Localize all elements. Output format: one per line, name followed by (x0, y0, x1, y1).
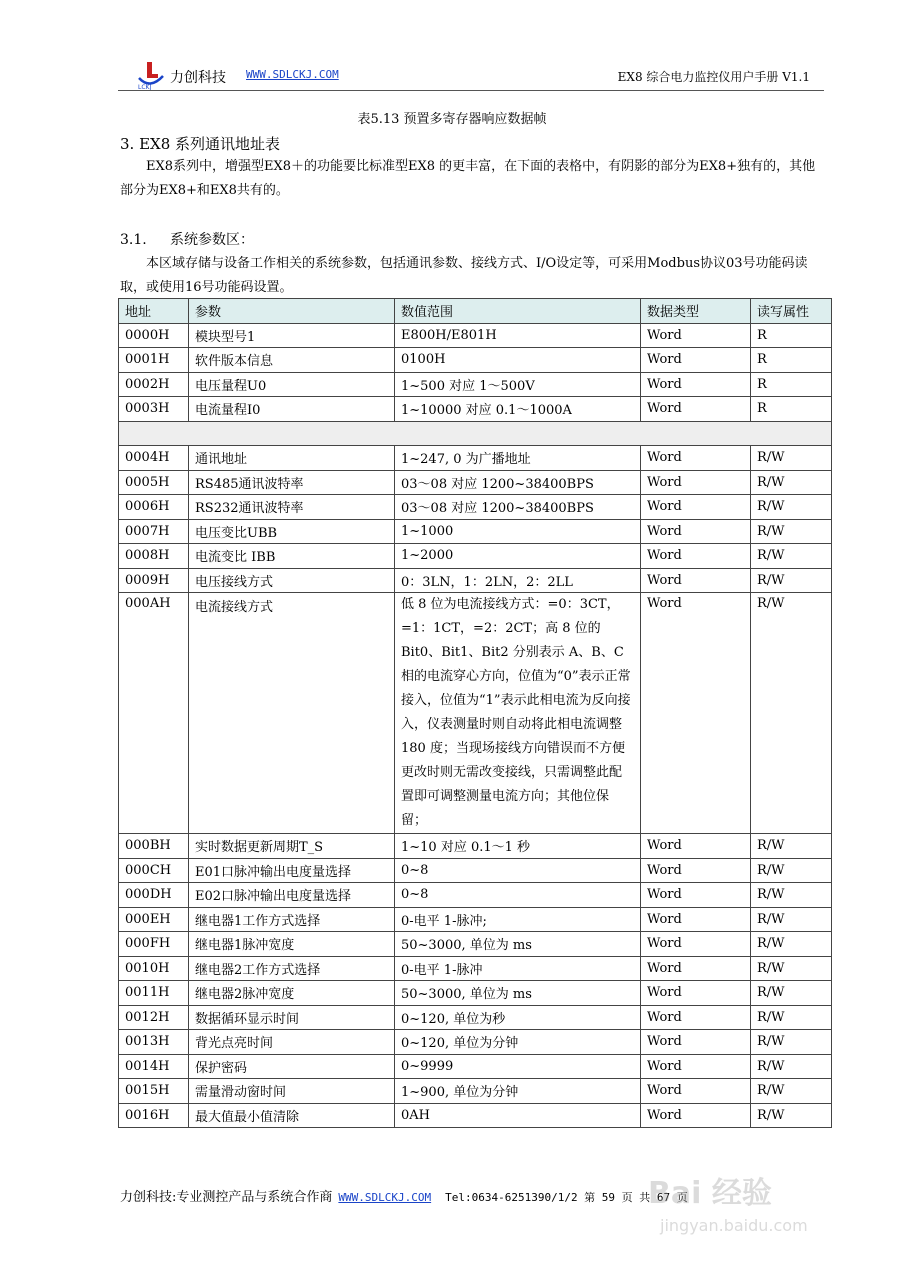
logo-text: LCKJ (138, 84, 152, 90)
cell-rw: R/W (751, 834, 832, 859)
table-row (119, 907, 832, 932)
blank-separator-row (119, 421, 832, 446)
cell-rw: R/W (751, 1030, 832, 1055)
section-3-heading: 3. EX8 系列通讯地址表 (120, 135, 281, 153)
cell-parameter: 需量滑动窗时间 (189, 1079, 395, 1104)
cell-parameter: 继电器1工作方式选择 (189, 907, 395, 932)
table-body-a (119, 323, 832, 421)
cell-range: 0-电平 1-脉冲; (395, 907, 641, 932)
cell-rw: R/W (751, 932, 832, 957)
table-header-row (119, 299, 832, 324)
cell-parameter: 继电器2脉冲宽度 (189, 981, 395, 1006)
cell-type: Word (641, 1103, 751, 1128)
cell-range: 1~10 对应 0.1～1 秒 (395, 834, 641, 859)
cell-address: 000EH (119, 907, 189, 932)
section-title: 系统参数区： (170, 232, 254, 248)
header-url-link[interactable]: WWW.SDLCKJ.COM (246, 68, 339, 81)
cell-parameter: 电流接线方式 (189, 593, 395, 834)
register-table (118, 298, 832, 1128)
table-row (119, 470, 832, 495)
cell-parameter: 电流量程I0 (189, 397, 395, 422)
cell-address: 0013H (119, 1030, 189, 1055)
table-row (119, 544, 832, 569)
cell-rw: R (751, 372, 832, 397)
cell-range: 0-电平 1-脉冲 (395, 956, 641, 981)
table-row (119, 593, 832, 834)
cell-range: 1~900, 单位为分钟 (395, 1079, 641, 1104)
cell-parameter: RS485通讯波特率 (189, 470, 395, 495)
cell-address: 0008H (119, 544, 189, 569)
cell-address: 0006H (119, 495, 189, 520)
cell-address: 0009H (119, 568, 189, 593)
cell-type: Word (641, 834, 751, 859)
table-row (119, 932, 832, 957)
cell-type: Word (641, 1030, 751, 1055)
section-3-1-paragraph: 本区域存储与设备工作相关的系统参数，包括通讯参数、接线方式、I/O设定等，可采用Modbus协议03号功能码读取，或使用16号功能码设置。 (120, 256, 808, 295)
footer-company: 力创科技:专业测控产品与系统合作商 (120, 1190, 333, 1205)
cell-range: 0100H (395, 348, 641, 373)
cell-rw: R (751, 323, 832, 348)
table-row (119, 495, 832, 520)
table-row (119, 348, 832, 373)
cell-range: 0~8 (395, 883, 641, 908)
cell-address: 0014H (119, 1054, 189, 1079)
table-row (119, 1079, 832, 1104)
cell-address: 000DH (119, 883, 189, 908)
cell-type: Word (641, 446, 751, 471)
cell-address: 000BH (119, 834, 189, 859)
cell-rw: R/W (751, 544, 832, 569)
table-row (119, 834, 832, 859)
cell-parameter: 继电器2工作方式选择 (189, 956, 395, 981)
doc-title: EX8 综合电力监控仪用户手册 V1.1 (617, 70, 810, 84)
section-number: 3.1. (120, 232, 147, 248)
cell-rw: R/W (751, 907, 832, 932)
cell-range: 1~10000 对应 0.1～1000A (395, 397, 641, 422)
cell-type: Word (641, 519, 751, 544)
brand-name: 力创科技 (170, 70, 226, 86)
cell-rw: R/W (751, 883, 832, 908)
table-row (119, 446, 832, 471)
header-cell: 读写属性 (751, 299, 832, 324)
cell-parameter: 数据循环显示时间 (189, 1005, 395, 1030)
header-cell: 地址 (119, 299, 189, 324)
cell-address: 0000H (119, 323, 189, 348)
cell-range: 0：3LN，1：2LN，2：2LL (395, 568, 641, 593)
cell-rw: R/W (751, 1103, 832, 1128)
table-row (119, 858, 832, 883)
cell-parameter: RS232通讯波特率 (189, 495, 395, 520)
cell-address: 0012H (119, 1005, 189, 1030)
cell-parameter: 通讯地址 (189, 446, 395, 471)
cell-type: Word (641, 1054, 751, 1079)
cell-type: Word (641, 470, 751, 495)
cell-type: Word (641, 907, 751, 932)
cell-address: 0016H (119, 1103, 189, 1128)
cell-parameter: E02口脉冲输出电度量选择 (189, 883, 395, 908)
table-body-b (119, 446, 832, 593)
table-row (119, 397, 832, 422)
cell-parameter: 背光点亮时间 (189, 1030, 395, 1055)
table-row (119, 883, 832, 908)
cell-parameter: E01口脉冲输出电度量选择 (189, 858, 395, 883)
cell-parameter: 实时数据更新周期T_S (189, 834, 395, 859)
cell-rw: R/W (751, 495, 832, 520)
cell-rw: R/W (751, 1054, 832, 1079)
cell-address: 0015H (119, 1079, 189, 1104)
cell-type: Word (641, 397, 751, 422)
header-cell: 数值范围 (395, 299, 641, 324)
table-row (119, 981, 832, 1006)
cell-type: Word (641, 568, 751, 593)
cell-type: Word (641, 883, 751, 908)
cell-parameter: 模块型号1 (189, 323, 395, 348)
table-row (119, 1054, 832, 1079)
cell-parameter: 电压量程U0 (189, 372, 395, 397)
table-row (119, 519, 832, 544)
page-header (118, 58, 824, 91)
cell-rw: R/W (751, 1079, 832, 1104)
cell-type: Word (641, 348, 751, 373)
cell-rw: R/W (751, 956, 832, 981)
cell-range: 低 8 位为电流接线方式：=0：3CT，=1：1CT，=2：2CT；高 8 位的 Bit0、Bit1、Bit2 分别表示 A、B、C 相的电流穿心方向，位值为“0”表示正常接入，位值为“1”表示此相电流为反向接入，仪表测量时则自动将此相电流调整 180 度；当现场接线方向错误而不方便更改时则无需改变接线，只需调整此配置即可调整测量电流方向；其他位保留； (395, 593, 641, 834)
cell-parameter: 电压变比UBB (189, 519, 395, 544)
cell-type: Word (641, 956, 751, 981)
cell-rw: R/W (751, 1005, 832, 1030)
cell-range: 0AH (395, 1103, 641, 1128)
cell-type: Word (641, 1005, 751, 1030)
cell-range: 0~9999 (395, 1054, 641, 1079)
cell-parameter: 继电器1脉冲宽度 (189, 932, 395, 957)
cell-rw: R/W (751, 470, 832, 495)
table-row (119, 1005, 832, 1030)
cell-range: 1~500 对应 1～500V (395, 372, 641, 397)
cell-rw: R (751, 348, 832, 373)
cell-parameter: 最大值最小值清除 (189, 1103, 395, 1128)
cell-range: 0~120, 单位为秒 (395, 1005, 641, 1030)
cell-parameter: 保护密码 (189, 1054, 395, 1079)
cell-range: 03～08 对应 1200~38400BPS (395, 470, 641, 495)
cell-address: 0011H (119, 981, 189, 1006)
cell-range: 1~1000 (395, 519, 641, 544)
header-cell: 参数 (189, 299, 395, 324)
footer-tel-page: Tel:0634-6251390/1/2 第 59 页 共 67 页 (445, 1191, 688, 1204)
cell-rw: R/W (751, 858, 832, 883)
cell-rw: R (751, 397, 832, 422)
cell-range: 0~120, 单位为分钟 (395, 1030, 641, 1055)
cell-type: Word (641, 544, 751, 569)
cell-address: 000CH (119, 858, 189, 883)
cell-type: Word (641, 372, 751, 397)
cell-type: Word (641, 981, 751, 1006)
cell-parameter: 电压接线方式 (189, 568, 395, 593)
cell-rw: R/W (751, 981, 832, 1006)
table-row (119, 323, 832, 348)
lckj-logo-icon (133, 60, 167, 90)
cell-address: 000FH (119, 932, 189, 957)
cell-rw: R/W (751, 568, 832, 593)
header-cell: 数据类型 (641, 299, 751, 324)
cell-type: Word (641, 932, 751, 957)
cell-range: E800H/E801H (395, 323, 641, 348)
table-row (119, 1103, 832, 1128)
watermark (648, 1168, 848, 1248)
table-row (119, 956, 832, 981)
cell-address: 0010H (119, 956, 189, 981)
cell-type: Word (641, 323, 751, 348)
table-body-c (119, 834, 832, 1128)
cell-type: Word (641, 495, 751, 520)
table-row (119, 1030, 832, 1055)
cell-address: 0004H (119, 446, 189, 471)
footer-url-link[interactable]: WWW.SDLCKJ.COM (338, 1191, 432, 1204)
cell-type: Word (641, 1079, 751, 1104)
blank-cell (119, 421, 832, 446)
cell-range: 1~2000 (395, 544, 641, 569)
cell-type: Word (641, 593, 751, 834)
cell-parameter: 电流变比 IBB (189, 544, 395, 569)
cell-address: 0007H (119, 519, 189, 544)
cell-address: 0003H (119, 397, 189, 422)
cell-range: 0~8 (395, 858, 641, 883)
cell-range: 03～08 对应 1200~38400BPS (395, 495, 641, 520)
cell-range: 50~3000, 单位为 ms (395, 932, 641, 957)
cell-address: 0002H (119, 372, 189, 397)
table-row (119, 568, 832, 593)
watermark-logo: Bai 经验 (648, 1176, 772, 1211)
table-row (119, 372, 832, 397)
cell-range: 50~3000, 单位为 ms (395, 981, 641, 1006)
cell-address: 0005H (119, 470, 189, 495)
cell-rw: R/W (751, 593, 832, 834)
table-caption: 表5.13 预置多寄存器响应数据帧 (357, 112, 547, 127)
cell-type: Word (641, 858, 751, 883)
section-3-1-heading (120, 229, 254, 249)
cell-rw: R/W (751, 519, 832, 544)
watermark-url: jingyan.baidu.com (660, 1216, 808, 1235)
cell-address: 0001H (119, 348, 189, 373)
cell-parameter: 软件版本信息 (189, 348, 395, 373)
cell-range: 1~247, 0 为广播地址 (395, 446, 641, 471)
section-3-paragraph: EX8系列中，增强型EX8＋的功能要比标准型EX8 的更丰富，在下面的表格中，有阴影的部分为EX8+独有的，其他部分为EX8+和EX8共有的。 (120, 159, 816, 198)
cell-rw: R/W (751, 446, 832, 471)
cell-address: 000AH (119, 593, 189, 834)
